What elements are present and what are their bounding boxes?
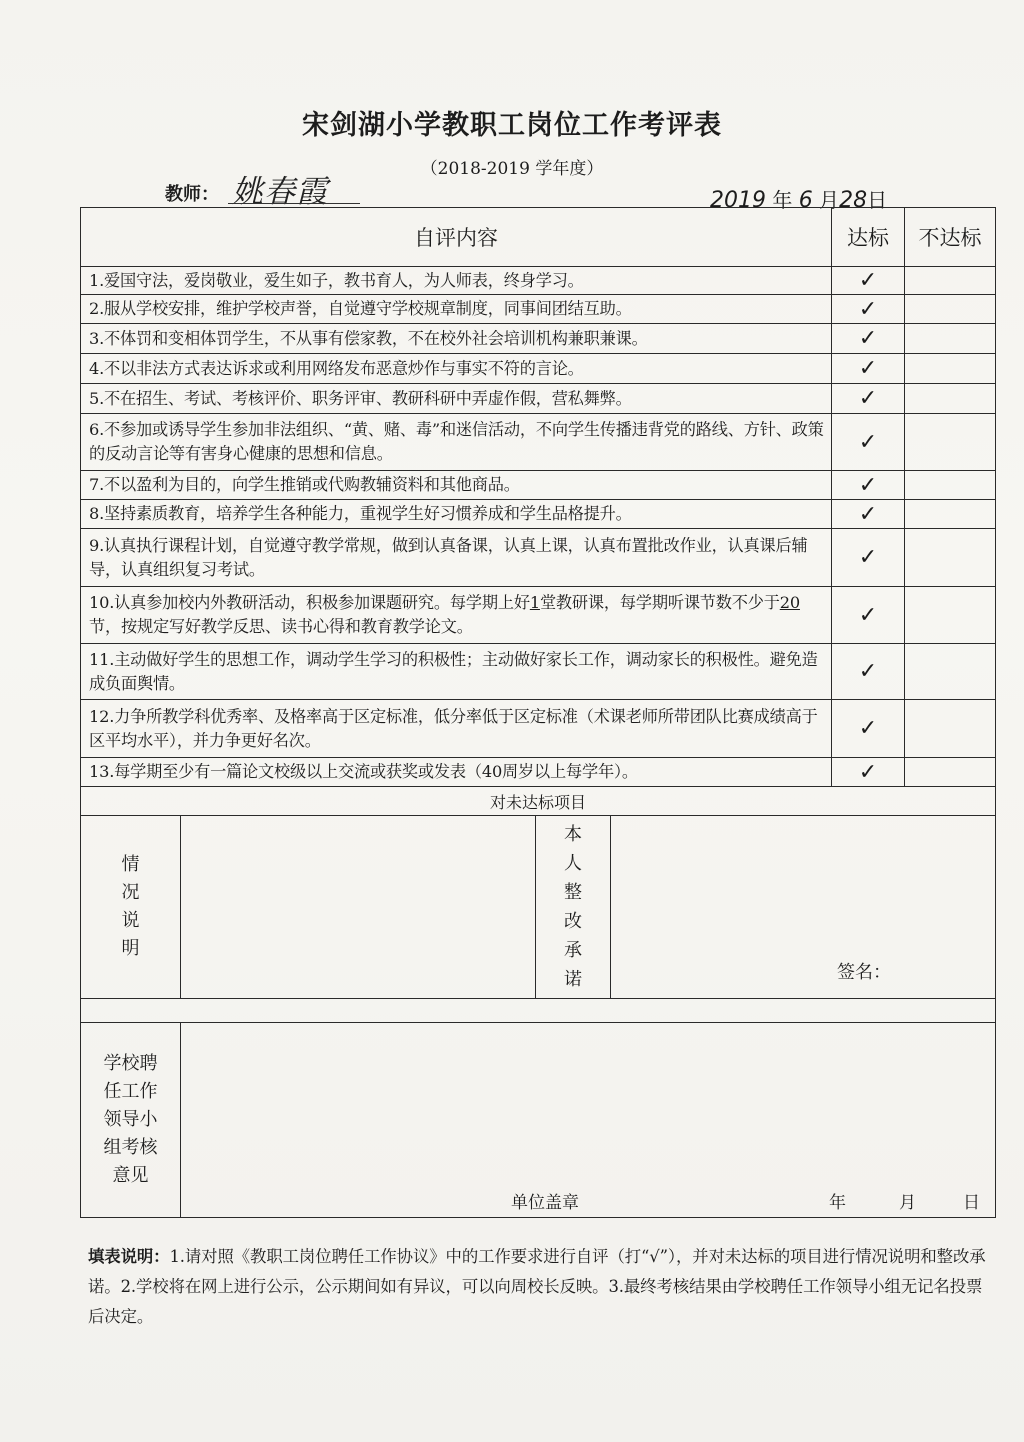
table-row [81,414,996,471]
check-mark: ✓ [858,472,878,498]
item-text: 1.爱国守法，爱岗敬业，爱生如子，教书育人，为人师表，终身学习。 [81,267,832,295]
pass-check-cell[interactable] [832,295,905,324]
pass-check-cell[interactable] [832,700,905,758]
label-line: 学校聘 [103,1053,158,1074]
pass-check-cell[interactable] [832,529,905,587]
label-char: 承 [564,940,582,961]
opinion-label [81,1023,181,1218]
item-text: 11.主动做好学生的思想工作，调动学生学习的积极性；主动做好家长工作，调动家长的积极性。避免造成负面舆情。 [81,644,832,700]
item-text [81,587,832,644]
check-mark: ✓ [858,602,878,628]
item-text-part: 节，按规定写好教学反思、读书心得和教育教学论文。 [89,617,473,636]
signature-label: 签名： [837,962,891,983]
item-text: 13.每学期至少有一篇论文校级以上交流或获奖或发表（40周岁以上每学年）。 [81,758,832,787]
label-char: 诺 [564,969,582,990]
date-day: 28 [839,188,868,213]
check-mark: ✓ [858,268,878,293]
lesson-count: 1 [529,593,540,612]
label-char: 说 [121,910,140,931]
label-char: 情 [121,854,140,875]
label-char: 人 [564,853,582,874]
table-row [81,529,996,587]
header-content: 自评内容 [81,208,832,267]
item-text: 12.力争所教学科优秀率、及格率高于区定标准，低分率低于区定标准（术课老师所带团队比赛成绩高于区平均水平），并力争更好名次。 [81,700,832,758]
spacer-row [81,999,996,1023]
school-year: （2018-2019 学年度） [420,159,604,179]
label-line: 组考核 [103,1137,158,1158]
check-mark: ✓ [858,759,878,785]
table-row [81,587,996,644]
item-text: 2.服从学校安排，维护学校声誉，自觉遵守学校规章制度，同事间团结互助。 [81,295,832,324]
fail-check-cell[interactable] [905,324,996,354]
unmet-items-heading: 对未达标项目 [81,787,996,816]
check-mark: ✓ [858,326,878,351]
label-char: 改 [564,911,582,932]
fail-check-cell[interactable] [905,500,996,529]
day-label: 日 [963,1193,980,1213]
pass-check-cell[interactable] [832,384,905,414]
teacher-label: 教师： [165,184,219,205]
filling-instructions [88,1242,996,1332]
fail-check-cell[interactable] [905,384,996,414]
fail-check-cell[interactable] [905,644,996,700]
pass-check-cell[interactable] [832,500,905,529]
item-text: 8.坚持素质教育，培养学生各种能力，重视学生好习惯养成和学生品格提升。 [81,500,832,529]
label-char: 明 [121,938,140,959]
check-mark: ✓ [858,659,878,684]
fail-check-cell[interactable] [905,758,996,787]
seal-label: 单位盖章 [511,1193,579,1213]
pass-check-cell[interactable] [832,267,905,295]
teacher-name-handwritten: 姚春霞 [232,174,328,210]
date-month: 6 [798,188,813,213]
table-row [81,758,996,787]
table-row [81,644,996,700]
header-fail: 不达标 [905,208,996,267]
pass-check-cell[interactable] [832,471,905,500]
fail-check-cell[interactable] [905,414,996,471]
situation-label [81,816,181,999]
fail-check-cell[interactable] [905,295,996,324]
fail-check-cell[interactable] [905,529,996,587]
label-line: 意见 [112,1165,149,1186]
item-text: 5.不在招生、考试、考核评价、职务评审、教研科研中弄虚作假，营私舞弊。 [81,384,832,414]
header-pass: 达标 [832,208,905,267]
label-char: 本 [564,824,582,845]
observation-count: 20 [779,593,800,612]
table-row [81,354,996,384]
pass-check-cell[interactable] [832,414,905,471]
check-mark: ✓ [858,356,878,381]
check-mark: ✓ [858,501,878,527]
fail-check-cell[interactable] [905,587,996,644]
promise-label [536,816,611,999]
item-text-part: 堂教研课，每学期听课节数不少于 [539,593,780,612]
fail-check-cell[interactable] [905,267,996,295]
instructions-heading: 填表说明： [88,1247,170,1266]
label-char: 况 [121,882,140,903]
label-line: 任工作 [103,1081,158,1102]
date-year: 2019 [710,188,766,213]
table-row [81,500,996,529]
item-text: 7.不以盈利为目的，向学生推销或代购教辅资料和其他商品。 [81,471,832,500]
date-month-unit: 月 [819,188,840,212]
year-label: 年 [829,1193,846,1213]
evaluation-table [80,207,996,1218]
promise-field[interactable] [611,816,996,999]
item-text: 4.不以非法方式表达诉求或利用网络发布恶意炒作与事实不符的言论。 [81,354,832,384]
table-row [81,267,996,295]
pass-check-cell[interactable] [832,587,905,644]
table-row [81,295,996,324]
check-mark: ✓ [858,429,878,455]
table-row [81,324,996,354]
check-mark: ✓ [858,386,878,411]
pass-check-cell[interactable] [832,354,905,384]
month-label: 月 [899,1193,916,1213]
pass-check-cell[interactable] [832,324,905,354]
opinion-field[interactable] [181,1023,996,1218]
item-text-part: 10.认真参加校内外教研活动，积极参加课题研究。每学期上好 [89,593,530,612]
label-line: 领导小 [103,1109,158,1130]
item-text: 3.不体罚和变相体罚学生，不从事有偿家教，不在校外社会培训机构兼职兼课。 [81,324,832,354]
label-char: 整 [564,882,582,903]
table-row [81,471,996,500]
date-day-unit: 日 [867,188,888,212]
pass-check-cell[interactable] [832,644,905,700]
pass-check-cell[interactable] [832,758,905,787]
table-row [81,384,996,414]
check-mark: ✓ [858,716,878,741]
situation-field[interactable] [181,816,536,999]
teacher-name-underline [228,203,360,204]
fail-check-cell[interactable] [905,471,996,500]
fail-check-cell[interactable] [905,700,996,758]
item-text: 6.不参加或诱导学生参加非法组织、“黄、赌、毒”和迷信活动，不向学生传播违背党的路线、方针、政策的反动言论等有害身心健康的思想和信息。 [81,414,832,471]
item-text: 9.认真执行课程计划，自觉遵守教学常规，做到认真备课，认真上课，认真布置批改作业，认真课后辅导，认真组织复习考试。 [81,529,832,587]
fail-check-cell[interactable] [905,354,996,384]
table-row [81,700,996,758]
check-mark: ✓ [858,296,878,322]
form-title: 宋剑湖小学教职工岗位工作考评表 [302,110,722,141]
instructions-body: 1.请对照《教职工岗位聘任工作协议》中的工作要求进行自评（打“√”），并对未达标的项目进行情况说明和整改承诺。2.学校将在网上进行公示，公示期间如有异议，可以向周校长反映。3.最终考核结果由学校聘任工作领导小组无记名投票后决定。 [88,1247,986,1326]
check-mark: ✓ [858,545,878,570]
date-year-unit: 年 [772,188,793,212]
